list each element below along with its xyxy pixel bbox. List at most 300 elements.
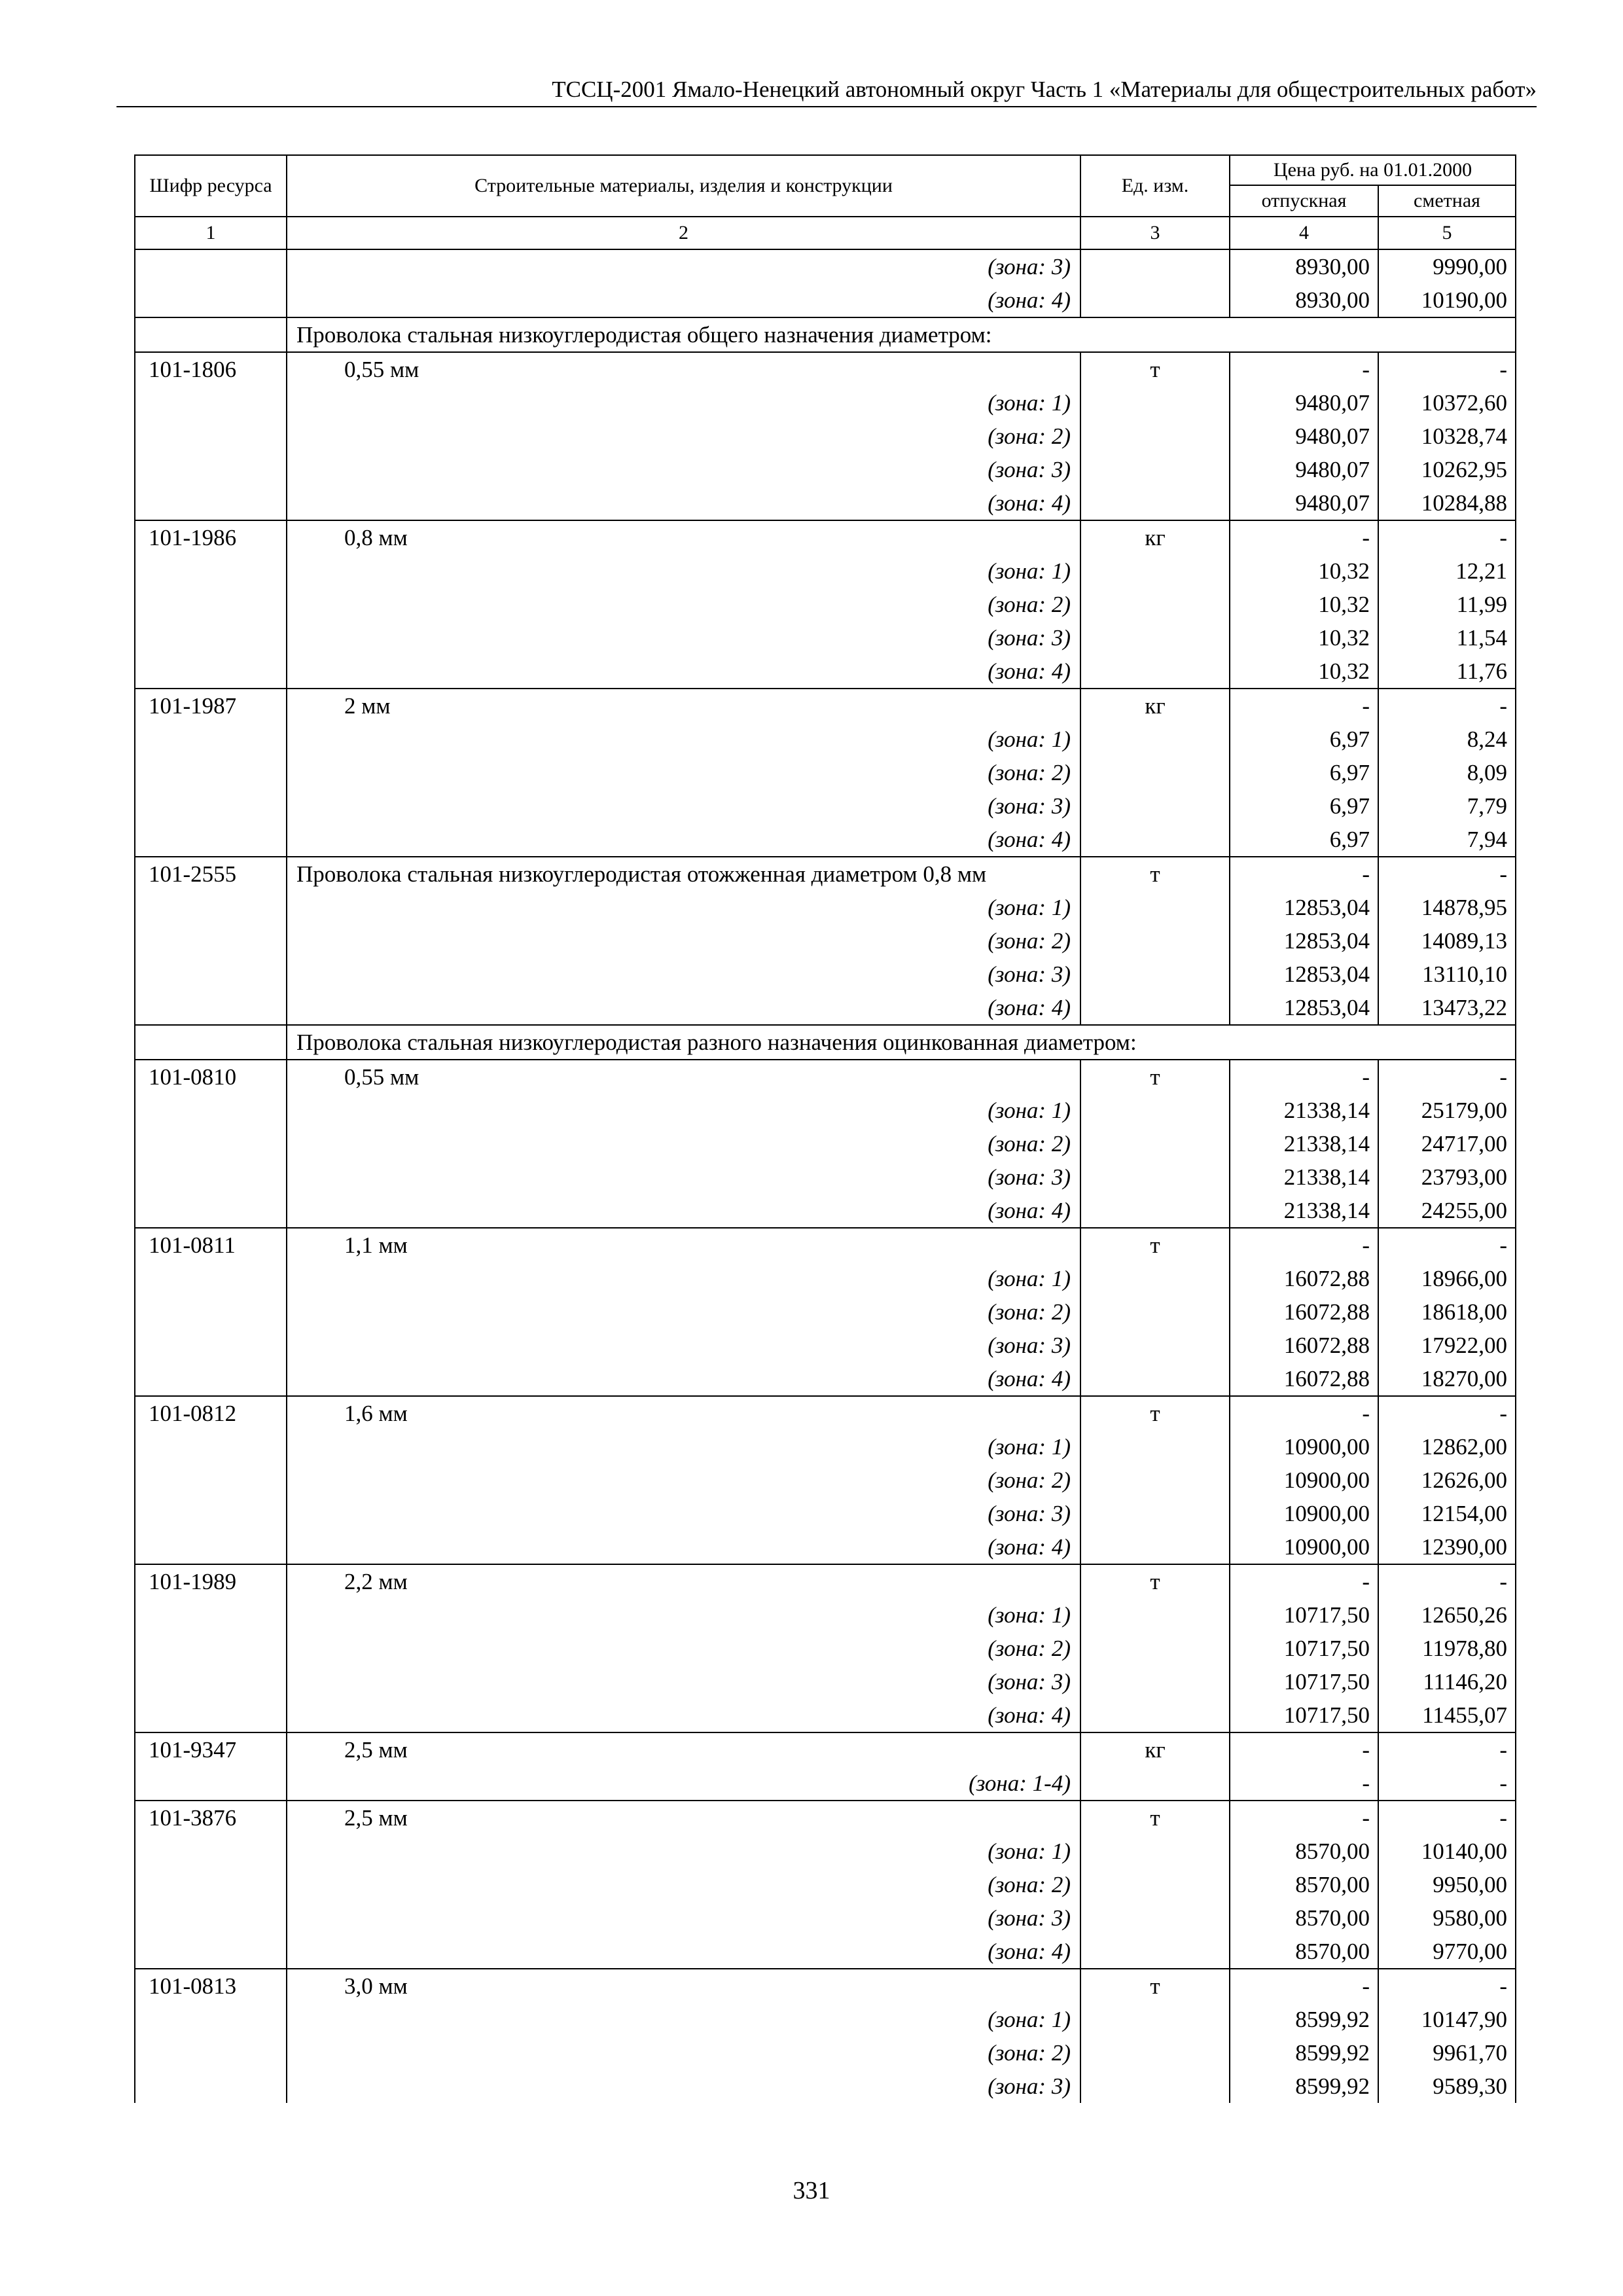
cell-release-price: 12853,04 bbox=[1230, 891, 1378, 924]
cell-release-price: 8599,92 bbox=[1230, 2036, 1378, 2070]
table-row bbox=[135, 1160, 1516, 1194]
cell-code bbox=[135, 655, 287, 689]
cell-code bbox=[135, 588, 287, 621]
cell-unit bbox=[1080, 283, 1230, 317]
cell-name: 1,6 мм bbox=[287, 1396, 1080, 1430]
cell-unit bbox=[1080, 386, 1230, 420]
cell-estimate-price: 14878,95 bbox=[1378, 891, 1516, 924]
cell-unit bbox=[1080, 1194, 1230, 1228]
cell-code bbox=[135, 756, 287, 789]
cell-code: 101-1989 bbox=[135, 1564, 287, 1598]
table-row bbox=[135, 453, 1516, 486]
cell-name: 0,8 мм bbox=[287, 520, 1080, 554]
cell-unit: т bbox=[1080, 1969, 1230, 2003]
cell-unit bbox=[1080, 1295, 1230, 1329]
cell-zone: (зона: 1) bbox=[287, 386, 1080, 420]
cell-unit: т bbox=[1080, 1564, 1230, 1598]
cell-unit bbox=[1080, 1868, 1230, 1901]
cell-unit bbox=[1080, 823, 1230, 857]
cell-estimate-price: - bbox=[1378, 1396, 1516, 1430]
cell-release-price: 6,97 bbox=[1230, 723, 1378, 756]
cell-release-price: 21338,14 bbox=[1230, 1127, 1378, 1160]
cell-zone: (зона: 2) bbox=[287, 1127, 1080, 1160]
cell-code: 101-0812 bbox=[135, 1396, 287, 1430]
cell-estimate-price: 10284,88 bbox=[1378, 486, 1516, 520]
cell-unit bbox=[1080, 756, 1230, 789]
cell-code bbox=[135, 958, 287, 991]
cell-zone: (зона: 1) bbox=[287, 1598, 1080, 1632]
cell-release-price: 16072,88 bbox=[1230, 1362, 1378, 1396]
table-row bbox=[135, 891, 1516, 924]
cell-code bbox=[135, 723, 287, 756]
cell-name: Проволока стальная низкоуглеродистая отожженная диаметром 0,8 мм bbox=[287, 857, 1080, 891]
cell-zone: (зона: 4) bbox=[287, 283, 1080, 317]
table-row bbox=[135, 1463, 1516, 1497]
column-number: 5 bbox=[1378, 217, 1516, 249]
cell-release-price: - bbox=[1230, 352, 1378, 386]
cell-code bbox=[135, 1194, 287, 1228]
cell-unit bbox=[1080, 1698, 1230, 1732]
cell-zone: (зона: 3) bbox=[287, 1329, 1080, 1362]
cell-estimate-price: 18618,00 bbox=[1378, 1295, 1516, 1329]
cell-unit bbox=[1080, 486, 1230, 520]
cell-estimate-price: 18966,00 bbox=[1378, 1262, 1516, 1295]
cell-release-price: 10,32 bbox=[1230, 655, 1378, 689]
table-row bbox=[135, 283, 1516, 317]
cell-estimate-price: 10140,00 bbox=[1378, 1835, 1516, 1868]
column-number-row bbox=[135, 217, 1516, 249]
col-header-release-price: отпускная bbox=[1230, 185, 1378, 217]
cell-code bbox=[135, 2036, 287, 2070]
cell-unit: т bbox=[1080, 857, 1230, 891]
table-row bbox=[135, 2003, 1516, 2036]
cell-code bbox=[135, 2070, 287, 2103]
cell-code bbox=[135, 1262, 287, 1295]
cell-zone: (зона: 2) bbox=[287, 420, 1080, 453]
cell-release-price: 16072,88 bbox=[1230, 1295, 1378, 1329]
cell-estimate-price: 9580,00 bbox=[1378, 1901, 1516, 1935]
cell-release-price: - bbox=[1230, 1060, 1378, 1094]
table-row bbox=[135, 1732, 1516, 1767]
cell-estimate-price: 12154,00 bbox=[1378, 1497, 1516, 1530]
cell-release-price: 6,97 bbox=[1230, 789, 1378, 823]
cell-zone: (зона: 3) bbox=[287, 1665, 1080, 1698]
cell-estimate-price: 8,09 bbox=[1378, 756, 1516, 789]
cell-unit bbox=[1080, 1262, 1230, 1295]
table-row bbox=[135, 249, 1516, 283]
cell-estimate-price: - bbox=[1378, 1801, 1516, 1835]
cell-estimate-price: 11,76 bbox=[1378, 655, 1516, 689]
cell-estimate-price: 11,99 bbox=[1378, 588, 1516, 621]
cell-estimate-price: - bbox=[1378, 352, 1516, 386]
table-row bbox=[135, 1530, 1516, 1564]
cell-release-price: 8570,00 bbox=[1230, 1835, 1378, 1868]
cell-zone: (зона: 3) bbox=[287, 1901, 1080, 1935]
cell-estimate-price: 10190,00 bbox=[1378, 283, 1516, 317]
cell-estimate-price: 9950,00 bbox=[1378, 1868, 1516, 1901]
cell-code bbox=[135, 317, 287, 352]
cell-estimate-price: 12862,00 bbox=[1378, 1430, 1516, 1463]
cell-unit: кг bbox=[1080, 1732, 1230, 1767]
cell-zone: (зона: 2) bbox=[287, 1868, 1080, 1901]
cell-zone: (зона: 4) bbox=[287, 1698, 1080, 1732]
cell-zone: (зона: 2) bbox=[287, 924, 1080, 958]
cell-code bbox=[135, 1835, 287, 1868]
cell-estimate-price: - bbox=[1378, 857, 1516, 891]
cell-unit bbox=[1080, 554, 1230, 588]
table-row bbox=[135, 352, 1516, 386]
cell-code bbox=[135, 1598, 287, 1632]
table-row bbox=[135, 1632, 1516, 1665]
cell-estimate-price: 10372,60 bbox=[1378, 386, 1516, 420]
cell-unit bbox=[1080, 2070, 1230, 2103]
table-row bbox=[135, 1362, 1516, 1396]
cell-release-price: 9480,07 bbox=[1230, 386, 1378, 420]
cell-release-price: - bbox=[1230, 1801, 1378, 1835]
cell-estimate-price: 9961,70 bbox=[1378, 2036, 1516, 2070]
cell-zone: (зона: 3) bbox=[287, 958, 1080, 991]
cell-unit bbox=[1080, 1329, 1230, 1362]
cell-estimate-price: - bbox=[1378, 1732, 1516, 1767]
col-header-code: Шифр ресурса bbox=[135, 155, 287, 217]
cell-unit bbox=[1080, 588, 1230, 621]
cell-unit bbox=[1080, 655, 1230, 689]
cell-estimate-price: 11978,80 bbox=[1378, 1632, 1516, 1665]
cell-release-price: 9480,07 bbox=[1230, 453, 1378, 486]
cell-release-price: - bbox=[1230, 1228, 1378, 1262]
cell-unit bbox=[1080, 453, 1230, 486]
table-row bbox=[135, 2070, 1516, 2103]
cell-code bbox=[135, 283, 287, 317]
cell-group-title: Проволока стальная низкоуглеродистая общего назначения диаметром: bbox=[287, 317, 1516, 352]
cell-estimate-price: 7,94 bbox=[1378, 823, 1516, 857]
cell-release-price: 10,32 bbox=[1230, 554, 1378, 588]
cell-code bbox=[135, 1463, 287, 1497]
cell-unit bbox=[1080, 2003, 1230, 2036]
cell-zone: (зона: 1-4) bbox=[287, 1767, 1080, 1801]
cell-estimate-price: 11455,07 bbox=[1378, 1698, 1516, 1732]
cell-unit bbox=[1080, 1665, 1230, 1698]
cell-release-price: 8570,00 bbox=[1230, 1935, 1378, 1969]
cell-code bbox=[135, 1160, 287, 1194]
cell-release-price: 21338,14 bbox=[1230, 1194, 1378, 1228]
cell-zone: (зона: 1) bbox=[287, 1835, 1080, 1868]
cell-release-price: 10,32 bbox=[1230, 588, 1378, 621]
cell-code bbox=[135, 1698, 287, 1732]
cell-unit bbox=[1080, 958, 1230, 991]
cell-release-price: 10717,50 bbox=[1230, 1632, 1378, 1665]
cell-unit: т bbox=[1080, 1396, 1230, 1430]
cell-zone: (зона: 1) bbox=[287, 1094, 1080, 1127]
cell-release-price: 8930,00 bbox=[1230, 283, 1378, 317]
cell-estimate-price: 8,24 bbox=[1378, 723, 1516, 756]
table-row bbox=[135, 1329, 1516, 1362]
table-row bbox=[135, 1497, 1516, 1530]
group-title-row bbox=[135, 1025, 1516, 1060]
cell-code: 101-1987 bbox=[135, 689, 287, 723]
col-header-unit: Ед. изм. bbox=[1080, 155, 1230, 217]
cell-estimate-price: 17922,00 bbox=[1378, 1329, 1516, 1362]
cell-release-price: - bbox=[1230, 1396, 1378, 1430]
cell-unit: т bbox=[1080, 1060, 1230, 1094]
table-row bbox=[135, 1295, 1516, 1329]
cell-zone: (зона: 3) bbox=[287, 789, 1080, 823]
cell-zone: (зона: 3) bbox=[287, 2070, 1080, 2103]
cell-zone: (зона: 4) bbox=[287, 991, 1080, 1025]
cell-estimate-price: - bbox=[1378, 689, 1516, 723]
cell-release-price: 21338,14 bbox=[1230, 1094, 1378, 1127]
table-row bbox=[135, 1564, 1516, 1598]
cell-release-price: - bbox=[1230, 689, 1378, 723]
table-row bbox=[135, 1060, 1516, 1094]
cell-unit bbox=[1080, 420, 1230, 453]
column-number: 3 bbox=[1080, 217, 1230, 249]
cell-release-price: 8930,00 bbox=[1230, 249, 1378, 283]
cell-zone: (зона: 3) bbox=[287, 1497, 1080, 1530]
cell-code bbox=[135, 621, 287, 655]
cell-zone: (зона: 1) bbox=[287, 1430, 1080, 1463]
cell-release-price: 10717,50 bbox=[1230, 1698, 1378, 1732]
table-row bbox=[135, 958, 1516, 991]
cell-zone: (зона: 2) bbox=[287, 2036, 1080, 2070]
cell-code bbox=[135, 1094, 287, 1127]
cell-release-price: - bbox=[1230, 1732, 1378, 1767]
cell-unit bbox=[1080, 789, 1230, 823]
cell-release-price: 6,97 bbox=[1230, 823, 1378, 857]
cell-unit bbox=[1080, 1598, 1230, 1632]
cell-code bbox=[135, 453, 287, 486]
cell-name: 1,1 мм bbox=[287, 1228, 1080, 1262]
cell-estimate-price: 24255,00 bbox=[1378, 1194, 1516, 1228]
cell-unit bbox=[1080, 621, 1230, 655]
cell-code bbox=[135, 1530, 287, 1564]
table-header bbox=[135, 155, 1516, 249]
cell-unit bbox=[1080, 991, 1230, 1025]
cell-name: 2,5 мм bbox=[287, 1801, 1080, 1835]
cell-unit bbox=[1080, 1497, 1230, 1530]
cell-release-price: 16072,88 bbox=[1230, 1329, 1378, 1362]
cell-estimate-price: - bbox=[1378, 1767, 1516, 1801]
cell-zone: (зона: 4) bbox=[287, 486, 1080, 520]
cell-code bbox=[135, 823, 287, 857]
cell-code bbox=[135, 991, 287, 1025]
cell-zone: (зона: 2) bbox=[287, 1463, 1080, 1497]
page-number: 331 bbox=[793, 2177, 830, 2204]
table-row bbox=[135, 520, 1516, 554]
cell-code bbox=[135, 1497, 287, 1530]
table-row bbox=[135, 1698, 1516, 1732]
column-number: 4 bbox=[1230, 217, 1378, 249]
cell-release-price: 10,32 bbox=[1230, 621, 1378, 655]
cell-estimate-price: 10147,90 bbox=[1378, 2003, 1516, 2036]
cell-code bbox=[135, 789, 287, 823]
table-row bbox=[135, 2036, 1516, 2070]
cell-estimate-price: - bbox=[1378, 1969, 1516, 2003]
cell-code bbox=[135, 1935, 287, 1969]
col-header-price-group: Цена руб. на 01.01.2000 bbox=[1230, 155, 1516, 185]
cell-code bbox=[135, 1025, 287, 1060]
cell-zone: (зона: 3) bbox=[287, 249, 1080, 283]
cell-unit bbox=[1080, 1463, 1230, 1497]
cell-zone: (зона: 2) bbox=[287, 588, 1080, 621]
table-row bbox=[135, 486, 1516, 520]
cell-code: 101-9347 bbox=[135, 1732, 287, 1767]
cell-code bbox=[135, 891, 287, 924]
table-row bbox=[135, 756, 1516, 789]
cell-release-price: 10717,50 bbox=[1230, 1665, 1378, 1698]
cell-release-price: 9480,07 bbox=[1230, 486, 1378, 520]
cell-release-price: 10900,00 bbox=[1230, 1530, 1378, 1564]
cell-code bbox=[135, 249, 287, 283]
cell-estimate-price: - bbox=[1378, 1564, 1516, 1598]
cell-estimate-price: 12650,26 bbox=[1378, 1598, 1516, 1632]
cell-zone: (зона: 3) bbox=[287, 1160, 1080, 1194]
cell-zone: (зона: 4) bbox=[287, 1194, 1080, 1228]
cell-code bbox=[135, 1127, 287, 1160]
cell-release-price: 10900,00 bbox=[1230, 1497, 1378, 1530]
table-row bbox=[135, 1801, 1516, 1835]
cell-unit bbox=[1080, 891, 1230, 924]
cell-unit bbox=[1080, 1835, 1230, 1868]
table-row bbox=[135, 823, 1516, 857]
cell-code bbox=[135, 386, 287, 420]
cell-estimate-price: 12626,00 bbox=[1378, 1463, 1516, 1497]
table-row bbox=[135, 1430, 1516, 1463]
table-row bbox=[135, 1868, 1516, 1901]
cell-release-price: 10900,00 bbox=[1230, 1430, 1378, 1463]
column-number: 1 bbox=[135, 217, 287, 249]
cell-zone: (зона: 1) bbox=[287, 2003, 1080, 2036]
cell-release-price: - bbox=[1230, 520, 1378, 554]
cell-unit bbox=[1080, 249, 1230, 283]
cell-release-price: - bbox=[1230, 1969, 1378, 2003]
cell-zone: (зона: 1) bbox=[287, 1262, 1080, 1295]
cell-unit: кг bbox=[1080, 520, 1230, 554]
cell-name: 0,55 мм bbox=[287, 352, 1080, 386]
cell-zone: (зона: 3) bbox=[287, 453, 1080, 486]
cell-release-price: 12853,04 bbox=[1230, 958, 1378, 991]
cell-unit: т bbox=[1080, 1228, 1230, 1262]
cell-estimate-price: 23793,00 bbox=[1378, 1160, 1516, 1194]
table-row bbox=[135, 1835, 1516, 1868]
cell-estimate-price: 11146,20 bbox=[1378, 1665, 1516, 1698]
cell-estimate-price: 7,79 bbox=[1378, 789, 1516, 823]
group-title-row bbox=[135, 317, 1516, 352]
cell-code bbox=[135, 1868, 287, 1901]
cell-estimate-price: - bbox=[1378, 520, 1516, 554]
table-row bbox=[135, 1901, 1516, 1935]
cell-unit bbox=[1080, 1094, 1230, 1127]
cell-code: 101-0810 bbox=[135, 1060, 287, 1094]
cell-estimate-price: 9589,30 bbox=[1378, 2070, 1516, 2103]
cell-release-price: 10900,00 bbox=[1230, 1463, 1378, 1497]
cell-code bbox=[135, 924, 287, 958]
cell-estimate-price: 10328,74 bbox=[1378, 420, 1516, 453]
cell-release-price: 10717,50 bbox=[1230, 1598, 1378, 1632]
cell-unit: т bbox=[1080, 1801, 1230, 1835]
cell-code: 101-2555 bbox=[135, 857, 287, 891]
table-row bbox=[135, 1262, 1516, 1295]
cell-name: 0,55 мм bbox=[287, 1060, 1080, 1094]
cell-release-price: - bbox=[1230, 1767, 1378, 1801]
cell-name: 3,0 мм bbox=[287, 1969, 1080, 2003]
price-table bbox=[134, 154, 1516, 2103]
cell-zone: (зона: 2) bbox=[287, 1295, 1080, 1329]
table-row bbox=[135, 1228, 1516, 1262]
cell-group-title: Проволока стальная низкоуглеродистая разного назначения оцинкованная диаметром: bbox=[287, 1025, 1516, 1060]
table-row bbox=[135, 1396, 1516, 1430]
cell-release-price: 21338,14 bbox=[1230, 1160, 1378, 1194]
table-row bbox=[135, 1598, 1516, 1632]
cell-unit bbox=[1080, 1632, 1230, 1665]
table-row bbox=[135, 386, 1516, 420]
cell-code bbox=[135, 1329, 287, 1362]
cell-code bbox=[135, 1901, 287, 1935]
table-row bbox=[135, 655, 1516, 689]
cell-release-price: 8570,00 bbox=[1230, 1901, 1378, 1935]
cell-zone: (зона: 3) bbox=[287, 621, 1080, 655]
cell-zone: (зона: 1) bbox=[287, 891, 1080, 924]
table-row bbox=[135, 924, 1516, 958]
cell-estimate-price: 10262,95 bbox=[1378, 453, 1516, 486]
cell-estimate-price: 9770,00 bbox=[1378, 1935, 1516, 1969]
cell-zone: (зона: 2) bbox=[287, 756, 1080, 789]
cell-unit bbox=[1080, 1362, 1230, 1396]
cell-unit bbox=[1080, 723, 1230, 756]
cell-code: 101-0811 bbox=[135, 1228, 287, 1262]
table-row bbox=[135, 621, 1516, 655]
cell-estimate-price: 24717,00 bbox=[1378, 1127, 1516, 1160]
table-row bbox=[135, 789, 1516, 823]
cell-zone: (зона: 4) bbox=[287, 1362, 1080, 1396]
cell-code bbox=[135, 1295, 287, 1329]
cell-estimate-price: 11,54 bbox=[1378, 621, 1516, 655]
table-row bbox=[135, 857, 1516, 891]
cell-estimate-price: 18270,00 bbox=[1378, 1362, 1516, 1396]
cell-unit bbox=[1080, 1160, 1230, 1194]
col-header-name: Строительные материалы, изделия и конструкции bbox=[287, 155, 1080, 217]
table-row bbox=[135, 689, 1516, 723]
cell-release-price: - bbox=[1230, 1564, 1378, 1598]
table-row bbox=[135, 1094, 1516, 1127]
column-number: 2 bbox=[287, 217, 1080, 249]
cell-unit bbox=[1080, 2036, 1230, 2070]
cell-code: 101-3876 bbox=[135, 1801, 287, 1835]
cell-unit: кг bbox=[1080, 689, 1230, 723]
table-row bbox=[135, 1665, 1516, 1698]
cell-name: 2,2 мм bbox=[287, 1564, 1080, 1598]
table-row bbox=[135, 1127, 1516, 1160]
cell-unit: т bbox=[1080, 352, 1230, 386]
cell-zone: (зона: 2) bbox=[287, 1632, 1080, 1665]
cell-unit bbox=[1080, 924, 1230, 958]
page-header: ТССЦ-2001 Ямало-Ненецкий автономный округ Часть 1 «Материалы для общестроительных работ» bbox=[116, 73, 1537, 107]
cell-zone: (зона: 1) bbox=[287, 554, 1080, 588]
cell-zone: (зона: 4) bbox=[287, 823, 1080, 857]
cell-estimate-price: 13473,22 bbox=[1378, 991, 1516, 1025]
cell-code bbox=[135, 1362, 287, 1396]
table-row bbox=[135, 723, 1516, 756]
cell-estimate-price: 9990,00 bbox=[1378, 249, 1516, 283]
cell-release-price: 9480,07 bbox=[1230, 420, 1378, 453]
cell-code bbox=[135, 486, 287, 520]
cell-unit bbox=[1080, 1935, 1230, 1969]
cell-estimate-price: 13110,10 bbox=[1378, 958, 1516, 991]
cell-code bbox=[135, 2003, 287, 2036]
cell-unit bbox=[1080, 1430, 1230, 1463]
col-header-estimate-price: сметная bbox=[1378, 185, 1516, 217]
cell-release-price: 12853,04 bbox=[1230, 991, 1378, 1025]
